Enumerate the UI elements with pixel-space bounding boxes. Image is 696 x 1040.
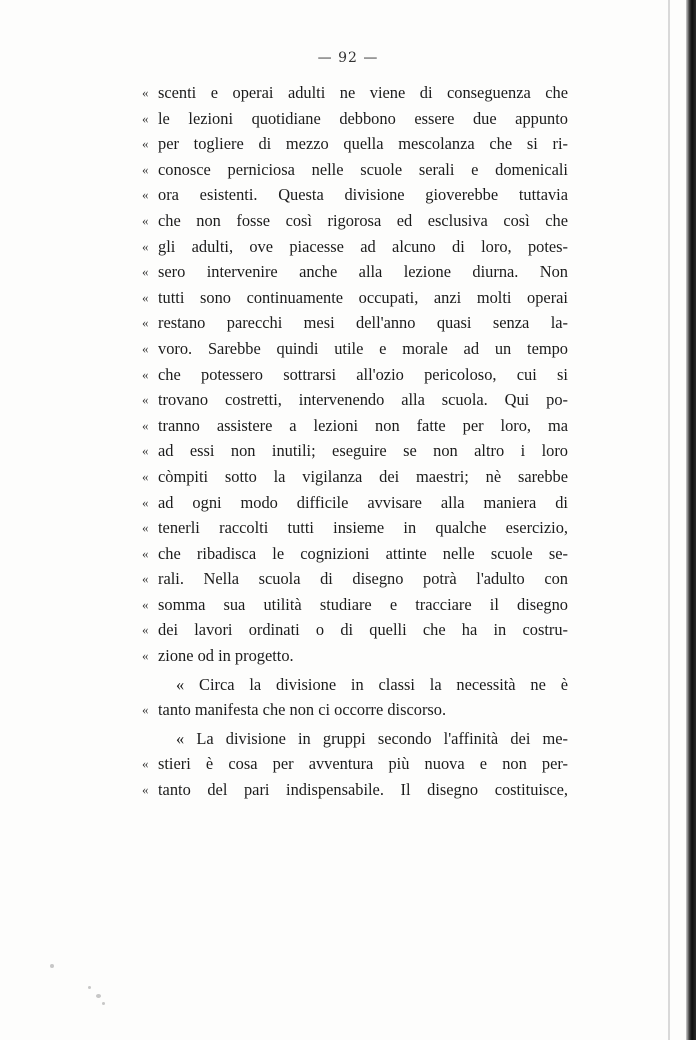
guillemet-mark: «	[142, 756, 149, 772]
line-text: stieri è cosa per avventura più nuova e non per-	[158, 754, 568, 774]
line-text: voro. Sarebbe quindi utile e morale ad un tempo	[158, 338, 568, 358]
line-text: ora esistenti. Questa divisione gioverebbe tuttavia	[158, 185, 568, 205]
text-line	[142, 131, 568, 157]
guillemet-mark: «	[142, 238, 149, 254]
line-text: ad ogni modo difficile avvisare alla maniera di	[158, 492, 568, 512]
paper-specks	[40, 950, 160, 1020]
text-line	[142, 490, 568, 516]
guillemet-mark: «	[142, 85, 149, 100]
guillemet-mark: «	[142, 212, 149, 228]
page-number: — 92 —	[317, 50, 379, 66]
guillemet-mark: «	[142, 443, 149, 459]
guillemet-mark: «	[142, 545, 149, 561]
text-line	[142, 438, 568, 464]
text-line	[142, 566, 568, 592]
guillemet-mark: «	[142, 366, 149, 382]
text-line	[142, 751, 568, 777]
text-line	[142, 617, 568, 643]
text-line	[142, 697, 568, 723]
line-text: tanto del pari indispensabile. Il disegno costituisce,	[158, 780, 568, 800]
line-text: che non fosse così rigorosa ed esclusiva così che	[158, 210, 568, 230]
text-line	[142, 310, 568, 336]
line-text: dei lavori ordinati o di quelli che ha in costru-	[158, 620, 568, 640]
text-line	[142, 515, 568, 541]
text-line	[142, 362, 568, 388]
line-text: somma sua utilità studiare e tracciare il disegno	[158, 594, 568, 614]
line-text: ad essi non inutili; eseguire se non altro i loro	[158, 441, 568, 461]
text-line	[148, 726, 568, 752]
line-text: tutti sono continuamente occupati, anzi molti operai	[158, 287, 568, 307]
text-line	[142, 234, 568, 260]
guillemet-mark: «	[142, 161, 149, 177]
guillemet-mark: «	[142, 622, 149, 638]
guillemet-mark: «	[142, 315, 149, 331]
line-text: scenti e operai adulti ne viene di conseguenza che	[158, 83, 568, 102]
line-text: tenerli raccolti tutti insieme in qualche esercizio,	[158, 518, 568, 538]
line-text: trovano costretti, intervenendo alla scuola. Qui po-	[158, 390, 568, 410]
guillemet-mark: «	[142, 136, 149, 152]
guillemet-mark: «	[142, 648, 149, 664]
guillemet-mark: «	[142, 468, 149, 484]
text-line	[142, 285, 568, 311]
text-line	[142, 157, 568, 183]
text-line	[142, 643, 568, 669]
text-line	[142, 208, 568, 234]
guillemet-mark: «	[142, 340, 149, 356]
line-text: che potessero sottrarsi all'ozio pericoloso, cui si	[158, 364, 568, 384]
line-text: conosce perniciosa nelle scuole serali e domenicali	[158, 159, 568, 179]
text-line	[142, 182, 568, 208]
line-text: zione od in progetto.	[158, 646, 294, 666]
binding-edge-shadow	[686, 0, 696, 1040]
text-line	[142, 336, 568, 362]
guillemet-mark: «	[142, 702, 149, 718]
line-text: sero intervenire anche alla lezione diurna. Non	[158, 262, 568, 282]
line-text: che ribadisca le cognizioni attinte nelle scuole se-	[158, 543, 568, 563]
guillemet-mark: «	[142, 187, 149, 203]
text-line	[142, 464, 568, 490]
text-line	[142, 592, 568, 618]
text-line	[142, 777, 568, 803]
line-text: « Circa la divisione in classi la necessità ne è	[176, 674, 568, 694]
guillemet-mark: «	[142, 264, 149, 280]
guillemet-mark: «	[142, 520, 149, 536]
guillemet-mark: «	[142, 571, 149, 587]
guillemet-mark: «	[142, 289, 149, 305]
text-line	[148, 672, 568, 698]
guillemet-mark: «	[142, 494, 149, 510]
body-text	[142, 80, 568, 803]
line-text: còmpiti sotto la vigilanza dei maestri; nè sarebbe	[158, 466, 568, 486]
line-text: gli adulti, ove piacesse ad alcuno di loro, potes-	[158, 236, 568, 256]
guillemet-mark: «	[142, 417, 149, 433]
guillemet-mark: «	[142, 392, 149, 408]
line-text: « La divisione in gruppi secondo l'affinità dei me-	[176, 728, 568, 748]
guillemet-mark: «	[142, 110, 149, 126]
guillemet-mark: «	[142, 596, 149, 612]
guillemet-mark: «	[142, 782, 149, 798]
text-line	[142, 259, 568, 285]
text-line	[142, 387, 568, 413]
line-text: le lezioni quotidiane debbono essere due appunto	[158, 108, 568, 128]
line-text: tanto manifesta che non ci occorre discorso.	[158, 700, 447, 720]
line-text: rali. Nella scuola di disegno potrà l'adulto con	[158, 569, 568, 589]
text-line	[142, 106, 568, 132]
line-text: tranno assistere a lezioni non fatte per loro, ma	[158, 415, 568, 435]
text-line	[142, 413, 568, 439]
text-line	[142, 80, 568, 106]
text-line	[142, 541, 568, 567]
line-text: per togliere di mezzo quella mescolanza che si ri-	[158, 134, 568, 154]
line-text: restano parecchi mesi dell'anno quasi senza la-	[158, 313, 568, 333]
page-fold-line	[668, 0, 670, 1040]
